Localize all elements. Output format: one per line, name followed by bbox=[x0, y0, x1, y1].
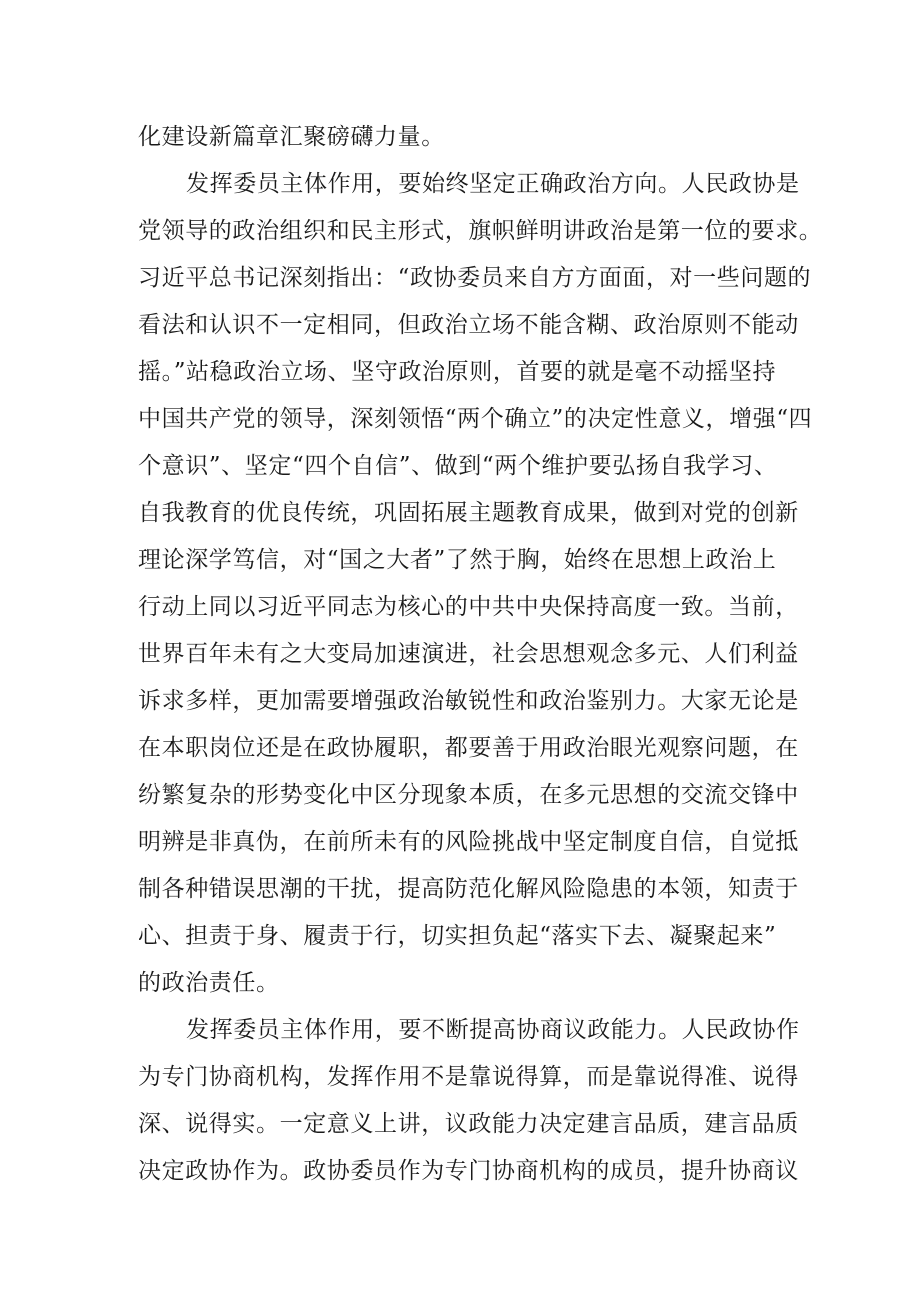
text-line: 在本职岗位还是在政协履职，都要善于用政治眼光观察问题，在 bbox=[138, 735, 799, 761]
text-line: 明辨是非真伪，在前所未有的风险挑战中坚定制度自信，自觉抵 bbox=[138, 829, 799, 855]
text-line: 为专门协商机构，发挥作用不是靠说得算，而是靠说得准、说得 bbox=[138, 1064, 799, 1090]
paragraph-first-line: 发挥委员主体作用，要始终坚定正确政治方向。人民政协是 bbox=[186, 171, 800, 197]
text-line: 自我教育的优良传统，巩固拓展主题教育成果，做到对党的创新 bbox=[138, 500, 799, 526]
text-line: 中国共产党的领导，深刻领悟“两个确立”的决定性意义，增强“四 bbox=[138, 406, 813, 432]
text-line: 党领导的政治组织和民主形式，旗帜鲜明讲政治是第一位的要求。 bbox=[138, 218, 823, 244]
text-line: 诉求多样，更加需要增强政治敏锐性和政治鉴别力。大家无论是 bbox=[138, 688, 799, 714]
text-line: 深、说得实。一定意义上讲，议政能力决定建言品质，建言品质 bbox=[138, 1111, 799, 1137]
text-line: 制各种错误思潮的干扰，提高防范化解风险隐患的本领，知责于 bbox=[138, 876, 799, 902]
text-line: 理论深学笃信，对“国之大者”了然于胸，始终在思想上政治上 bbox=[138, 547, 777, 573]
text-line: 世界百年未有之大变局加速演进，社会思想观念多元、人们利益 bbox=[138, 641, 799, 667]
text-line: 化建设新篇章汇聚磅礴力量。 bbox=[138, 124, 445, 150]
paragraph-first-line: 发挥委员主体作用，要不断提高协商议政能力。人民政协作 bbox=[186, 1017, 800, 1043]
text-line: 习近平总书记深刻指出：“政协委员来自方方面面，对一些问题的 bbox=[138, 265, 812, 291]
text-line: 个意识”、坚定“四个自信”、做到“两个维护要弘扬自我学习、 bbox=[138, 453, 778, 479]
text-line: 决定政协作为。政协委员作为专门协商机构的成员，提升协商议 bbox=[138, 1158, 799, 1184]
text-line: 心、担责于身、履责于行，切实担负起“落实下去、凝聚起来” bbox=[138, 923, 777, 949]
text-line: 行动上同以习近平同志为核心的中共中央保持高度一致。当前， bbox=[138, 594, 799, 620]
text-line: 看法和认识不一定相同，但政治立场不能含糊、政治原则不能动 bbox=[138, 312, 799, 338]
text-line: 的政治责任。 bbox=[138, 970, 280, 996]
text-line: 摇。”站稳政治立场、坚守政治原则，首要的就是毫不动摇坚持 bbox=[138, 359, 777, 385]
text-line: 纷繁复杂的形势变化中区分现象本质，在多元思想的交流交锋中 bbox=[138, 782, 799, 808]
